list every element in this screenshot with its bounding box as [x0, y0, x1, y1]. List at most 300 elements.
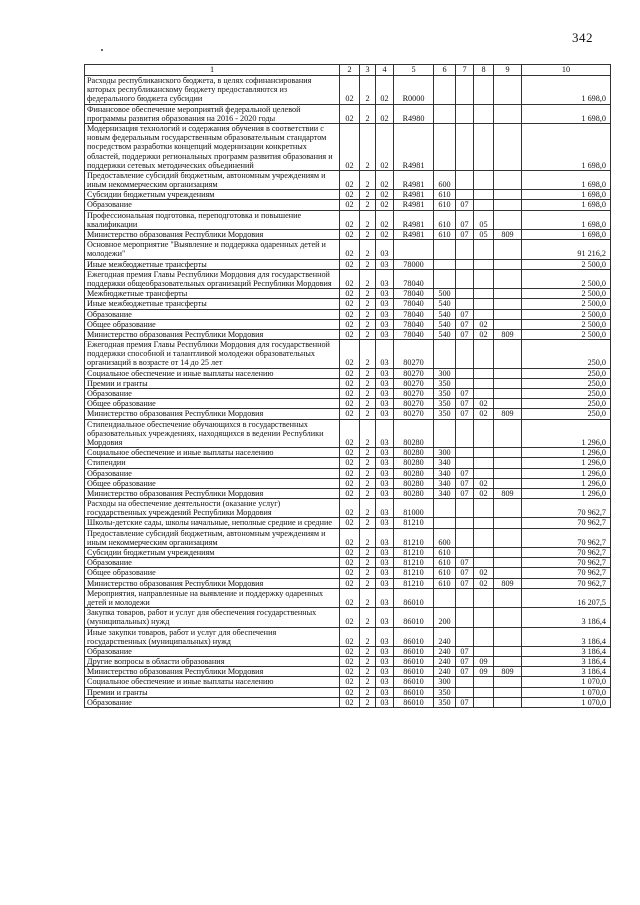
- code-measure-cell: 03: [376, 240, 394, 259]
- amount-cell: 3 186,4: [522, 646, 611, 656]
- code-ministry-cell: [494, 378, 522, 388]
- table-row: [85, 399, 611, 409]
- code-expense-type-cell: 340: [434, 458, 456, 468]
- code-expense-type-cell: 300: [434, 677, 456, 687]
- row-name-cell: Иные закупки товаров, работ и услуг для обеспечения государственных (муниципальных) нужд: [85, 627, 340, 646]
- code-program-cell: 02: [340, 458, 360, 468]
- code-subsection-cell: [474, 200, 494, 210]
- code-ministry-cell: [494, 399, 522, 409]
- code-subprogram-cell: 2: [360, 687, 376, 697]
- column-header: 5: [394, 65, 434, 76]
- code-subsection-cell: 09: [474, 667, 494, 677]
- code-measure-cell: 03: [376, 548, 394, 558]
- code-ministry-cell: [494, 368, 522, 378]
- code-direction-cell: 80280: [394, 419, 434, 448]
- code-expense-type-cell: [434, 269, 456, 288]
- row-name-cell: Стипендии: [85, 458, 340, 468]
- code-ministry-cell: [494, 340, 522, 369]
- code-subsection-cell: 05: [474, 230, 494, 240]
- table-row: [85, 578, 611, 588]
- code-expense-type-cell: [434, 76, 456, 105]
- code-section-cell: [456, 608, 474, 627]
- code-direction-cell: R4981: [394, 210, 434, 229]
- column-header: 4: [376, 65, 394, 76]
- code-measure-cell: 03: [376, 289, 394, 299]
- code-section-cell: [456, 687, 474, 697]
- code-subprogram-cell: 2: [360, 667, 376, 677]
- code-expense-type-cell: 300: [434, 448, 456, 458]
- code-subprogram-cell: 2: [360, 340, 376, 369]
- code-expense-type-cell: 610: [434, 558, 456, 568]
- code-direction-cell: 78040: [394, 309, 434, 319]
- code-ministry-cell: [494, 627, 522, 646]
- column-header: 10: [522, 65, 611, 76]
- table-row: [85, 299, 611, 309]
- code-measure-cell: 03: [376, 419, 394, 448]
- code-subprogram-cell: 2: [360, 319, 376, 329]
- code-subprogram-cell: 2: [360, 269, 376, 288]
- code-expense-type-cell: 600: [434, 170, 456, 189]
- column-header: 6: [434, 65, 456, 76]
- table-row: [85, 389, 611, 399]
- code-expense-type-cell: 540: [434, 309, 456, 319]
- code-measure-cell: 03: [376, 299, 394, 309]
- code-program-cell: 02: [340, 578, 360, 588]
- code-section-cell: [456, 123, 474, 170]
- code-program-cell: 02: [340, 123, 360, 170]
- code-subprogram-cell: 2: [360, 608, 376, 627]
- code-subsection-cell: [474, 558, 494, 568]
- table-row: [85, 608, 611, 627]
- code-direction-cell: 80270: [394, 340, 434, 369]
- code-expense-type-cell: 540: [434, 329, 456, 339]
- code-subsection-cell: [474, 646, 494, 656]
- code-subprogram-cell: 2: [360, 499, 376, 518]
- code-section-cell: [456, 340, 474, 369]
- code-subprogram-cell: 2: [360, 123, 376, 170]
- row-name-cell: Субсидии бюджетным учреждениям: [85, 548, 340, 558]
- code-program-cell: 02: [340, 319, 360, 329]
- row-name-cell: Образование: [85, 309, 340, 319]
- amount-cell: 3 186,4: [522, 627, 611, 646]
- amount-cell: 91 216,2: [522, 240, 611, 259]
- code-section-cell: [456, 419, 474, 448]
- code-measure-cell: 03: [376, 488, 394, 498]
- amount-cell: 70 962,7: [522, 558, 611, 568]
- code-subprogram-cell: 2: [360, 578, 376, 588]
- code-subsection-cell: [474, 458, 494, 468]
- code-program-cell: 02: [340, 289, 360, 299]
- code-program-cell: 02: [340, 558, 360, 568]
- code-ministry-cell: [494, 588, 522, 607]
- amount-cell: 70 962,7: [522, 528, 611, 547]
- code-measure-cell: 03: [376, 588, 394, 607]
- table-row: [85, 488, 611, 498]
- code-ministry-cell: [494, 210, 522, 229]
- code-subsection-cell: 02: [474, 488, 494, 498]
- amount-cell: 1 070,0: [522, 677, 611, 687]
- code-ministry-cell: [494, 123, 522, 170]
- code-program-cell: 02: [340, 646, 360, 656]
- code-subsection-cell: [474, 76, 494, 105]
- code-subprogram-cell: 2: [360, 468, 376, 478]
- amount-cell: 1 070,0: [522, 697, 611, 707]
- scan-mark: [101, 49, 103, 51]
- code-subprogram-cell: 2: [360, 558, 376, 568]
- code-program-cell: 02: [340, 627, 360, 646]
- code-expense-type-cell: 540: [434, 299, 456, 309]
- code-section-cell: 07: [456, 399, 474, 409]
- code-measure-cell: 03: [376, 448, 394, 458]
- table-row: [85, 319, 611, 329]
- code-direction-cell: 86010: [394, 646, 434, 656]
- code-program-cell: 02: [340, 230, 360, 240]
- code-measure-cell: 03: [376, 646, 394, 656]
- column-header: 8: [474, 65, 494, 76]
- code-program-cell: 02: [340, 399, 360, 409]
- code-section-cell: 07: [456, 200, 474, 210]
- code-program-cell: 02: [340, 269, 360, 288]
- table-row: [85, 468, 611, 478]
- row-name-cell: Расходы республиканского бюджета, в целях софинансирования которых республиканскому бюджету предоставляются из федерального бюджета субсидии: [85, 76, 340, 105]
- code-section-cell: [456, 499, 474, 518]
- code-direction-cell: 86010: [394, 697, 434, 707]
- code-subprogram-cell: 2: [360, 409, 376, 419]
- code-subsection-cell: [474, 309, 494, 319]
- code-section-cell: [456, 458, 474, 468]
- code-subprogram-cell: 2: [360, 259, 376, 269]
- code-ministry-cell: [494, 170, 522, 189]
- code-ministry-cell: 809: [494, 578, 522, 588]
- table-row: [85, 677, 611, 687]
- code-subsection-cell: [474, 378, 494, 388]
- code-program-cell: 02: [340, 76, 360, 105]
- code-ministry-cell: [494, 240, 522, 259]
- code-subprogram-cell: 2: [360, 568, 376, 578]
- code-program-cell: 02: [340, 448, 360, 458]
- code-section-cell: [456, 269, 474, 288]
- column-header: 1: [85, 65, 340, 76]
- code-subprogram-cell: 2: [360, 170, 376, 189]
- code-expense-type-cell: 340: [434, 478, 456, 488]
- code-section-cell: [456, 627, 474, 646]
- row-name-cell: Общее образование: [85, 399, 340, 409]
- code-ministry-cell: 809: [494, 488, 522, 498]
- amount-cell: 1 698,0: [522, 104, 611, 123]
- amount-cell: 250,0: [522, 389, 611, 399]
- code-subsection-cell: [474, 687, 494, 697]
- row-name-cell: Общее образование: [85, 568, 340, 578]
- code-direction-cell: 80270: [394, 378, 434, 388]
- table-row: [85, 76, 611, 105]
- row-name-cell: Премии и гранты: [85, 378, 340, 388]
- code-subsection-cell: [474, 259, 494, 269]
- code-program-cell: 02: [340, 259, 360, 269]
- code-subsection-cell: [474, 448, 494, 458]
- code-expense-type-cell: 540: [434, 319, 456, 329]
- code-direction-cell: 81000: [394, 499, 434, 518]
- code-expense-type-cell: [434, 419, 456, 448]
- code-subprogram-cell: 2: [360, 399, 376, 409]
- amount-cell: 2 500,0: [522, 309, 611, 319]
- code-direction-cell: 86010: [394, 657, 434, 667]
- code-direction-cell: 86010: [394, 588, 434, 607]
- code-measure-cell: 03: [376, 329, 394, 339]
- row-name-cell: Министерство образования Республики Мордовия: [85, 488, 340, 498]
- table-row: [85, 259, 611, 269]
- code-ministry-cell: [494, 259, 522, 269]
- code-ministry-cell: [494, 687, 522, 697]
- code-expense-type-cell: 240: [434, 627, 456, 646]
- amount-cell: 1 070,0: [522, 687, 611, 697]
- code-subprogram-cell: 2: [360, 210, 376, 229]
- code-program-cell: 02: [340, 378, 360, 388]
- code-expense-type-cell: 610: [434, 548, 456, 558]
- code-subsection-cell: [474, 240, 494, 259]
- code-subprogram-cell: 2: [360, 627, 376, 646]
- table-row: [85, 289, 611, 299]
- page-number: 342: [572, 30, 593, 45]
- amount-cell: 2 500,0: [522, 299, 611, 309]
- code-subsection-cell: [474, 104, 494, 123]
- code-program-cell: 02: [340, 419, 360, 448]
- amount-cell: 1 698,0: [522, 76, 611, 105]
- code-direction-cell: 81210: [394, 548, 434, 558]
- amount-cell: 3 186,4: [522, 657, 611, 667]
- code-section-cell: 07: [456, 210, 474, 229]
- table-row: [85, 409, 611, 419]
- code-expense-type-cell: 350: [434, 409, 456, 419]
- code-expense-type-cell: 340: [434, 488, 456, 498]
- table-row: [85, 210, 611, 229]
- amount-cell: 3 186,4: [522, 608, 611, 627]
- code-direction-cell: 81210: [394, 578, 434, 588]
- code-section-cell: 07: [456, 478, 474, 488]
- code-subprogram-cell: 2: [360, 677, 376, 687]
- code-subprogram-cell: 2: [360, 230, 376, 240]
- row-name-cell: Предоставление субсидий бюджетным, автономным учреждениям и иным некоммерческим организациям: [85, 528, 340, 547]
- row-name-cell: Закупка товаров, работ и услуг для обеспечения государственных (муниципальных) нужд: [85, 608, 340, 627]
- row-name-cell: Социальное обеспечение и иные выплаты населению: [85, 677, 340, 687]
- row-name-cell: Общее образование: [85, 319, 340, 329]
- amount-cell: 70 962,7: [522, 518, 611, 528]
- table-row: [85, 378, 611, 388]
- amount-cell: 1 698,0: [522, 210, 611, 229]
- code-section-cell: 07: [456, 568, 474, 578]
- row-name-cell: Образование: [85, 389, 340, 399]
- code-direction-cell: [394, 240, 434, 259]
- code-measure-cell: 02: [376, 104, 394, 123]
- code-measure-cell: 03: [376, 309, 394, 319]
- code-expense-type-cell: 610: [434, 200, 456, 210]
- table-row: [85, 548, 611, 558]
- code-subprogram-cell: 2: [360, 588, 376, 607]
- code-program-cell: 02: [340, 488, 360, 498]
- code-subprogram-cell: 2: [360, 299, 376, 309]
- code-measure-cell: 03: [376, 499, 394, 518]
- table-row: [85, 528, 611, 547]
- code-measure-cell: 03: [376, 340, 394, 369]
- code-subsection-cell: [474, 468, 494, 478]
- code-program-cell: 02: [340, 340, 360, 369]
- code-section-cell: [456, 190, 474, 200]
- table-row: [85, 448, 611, 458]
- table-row: [85, 104, 611, 123]
- code-section-cell: 07: [456, 230, 474, 240]
- code-subprogram-cell: 2: [360, 458, 376, 468]
- row-name-cell: Министерство образования Республики Мордовия: [85, 409, 340, 419]
- code-expense-type-cell: 240: [434, 646, 456, 656]
- code-ministry-cell: [494, 478, 522, 488]
- code-expense-type-cell: [434, 240, 456, 259]
- code-ministry-cell: [494, 104, 522, 123]
- code-direction-cell: 86010: [394, 667, 434, 677]
- table-row: [85, 340, 611, 369]
- code-expense-type-cell: 350: [434, 697, 456, 707]
- code-direction-cell: 78040: [394, 269, 434, 288]
- code-direction-cell: R4981: [394, 123, 434, 170]
- code-direction-cell: 80280: [394, 478, 434, 488]
- code-subsection-cell: [474, 548, 494, 558]
- code-section-cell: 07: [456, 667, 474, 677]
- code-subsection-cell: 02: [474, 409, 494, 419]
- row-name-cell: Образование: [85, 646, 340, 656]
- budget-table: [84, 64, 611, 708]
- code-program-cell: 02: [340, 568, 360, 578]
- amount-cell: 250,0: [522, 378, 611, 388]
- code-measure-cell: 03: [376, 269, 394, 288]
- code-expense-type-cell: 610: [434, 190, 456, 200]
- code-program-cell: 02: [340, 299, 360, 309]
- code-measure-cell: 03: [376, 478, 394, 488]
- code-subsection-cell: [474, 123, 494, 170]
- table-row: [85, 588, 611, 607]
- code-direction-cell: 86010: [394, 687, 434, 697]
- code-subprogram-cell: 2: [360, 289, 376, 299]
- code-ministry-cell: [494, 657, 522, 667]
- code-program-cell: 02: [340, 667, 360, 677]
- amount-cell: 70 962,7: [522, 548, 611, 558]
- code-section-cell: 07: [456, 646, 474, 656]
- code-direction-cell: 80270: [394, 409, 434, 419]
- code-direction-cell: 78040: [394, 329, 434, 339]
- code-direction-cell: 81210: [394, 528, 434, 547]
- amount-cell: 70 962,7: [522, 499, 611, 518]
- amount-cell: 250,0: [522, 409, 611, 419]
- row-name-cell: Ежегодная премия Главы Республики Мордовия для государственной поддержки общеобразовательных организаций Республики Мордовия: [85, 269, 340, 288]
- amount-cell: 1 296,0: [522, 448, 611, 458]
- code-measure-cell: 03: [376, 458, 394, 468]
- code-measure-cell: 03: [376, 518, 394, 528]
- code-section-cell: [456, 528, 474, 547]
- code-expense-type-cell: 610: [434, 568, 456, 578]
- amount-cell: 2 500,0: [522, 259, 611, 269]
- code-subsection-cell: [474, 368, 494, 378]
- code-expense-type-cell: 610: [434, 210, 456, 229]
- table-header-row: [85, 65, 611, 76]
- code-measure-cell: 03: [376, 378, 394, 388]
- code-subprogram-cell: 2: [360, 488, 376, 498]
- code-ministry-cell: [494, 528, 522, 547]
- code-subprogram-cell: 2: [360, 104, 376, 123]
- code-measure-cell: 03: [376, 627, 394, 646]
- code-expense-type-cell: 350: [434, 378, 456, 388]
- code-measure-cell: 02: [376, 230, 394, 240]
- code-subsection-cell: [474, 518, 494, 528]
- code-direction-cell: 80270: [394, 368, 434, 378]
- code-subprogram-cell: 2: [360, 518, 376, 528]
- code-expense-type-cell: 240: [434, 657, 456, 667]
- code-measure-cell: 03: [376, 259, 394, 269]
- code-measure-cell: 03: [376, 578, 394, 588]
- code-direction-cell: 81210: [394, 568, 434, 578]
- code-section-cell: 07: [456, 309, 474, 319]
- table-row: [85, 478, 611, 488]
- table-row: [85, 200, 611, 210]
- row-name-cell: Министерство образования Республики Мордовия: [85, 230, 340, 240]
- code-program-cell: 02: [340, 389, 360, 399]
- code-section-cell: [456, 518, 474, 528]
- amount-cell: 2 500,0: [522, 289, 611, 299]
- code-ministry-cell: [494, 309, 522, 319]
- table-row: [85, 329, 611, 339]
- table-row: [85, 230, 611, 240]
- row-name-cell: Общее образование: [85, 478, 340, 488]
- code-subsection-cell: 02: [474, 568, 494, 578]
- code-subsection-cell: 09: [474, 657, 494, 667]
- code-ministry-cell: [494, 499, 522, 518]
- code-direction-cell: 78040: [394, 299, 434, 309]
- row-name-cell: Образование: [85, 697, 340, 707]
- code-program-cell: 02: [340, 687, 360, 697]
- table-row: [85, 240, 611, 259]
- code-direction-cell: 80270: [394, 399, 434, 409]
- code-direction-cell: 80270: [394, 389, 434, 399]
- table-row: [85, 687, 611, 697]
- code-ministry-cell: [494, 677, 522, 687]
- code-measure-cell: 03: [376, 389, 394, 399]
- code-ministry-cell: 809: [494, 409, 522, 419]
- code-section-cell: 07: [456, 329, 474, 339]
- code-section-cell: 07: [456, 389, 474, 399]
- code-ministry-cell: [494, 548, 522, 558]
- column-header: 2: [340, 65, 360, 76]
- code-program-cell: 02: [340, 548, 360, 558]
- code-direction-cell: 81210: [394, 558, 434, 568]
- row-name-cell: Предоставление субсидий бюджетным, автономным учреждениям и иным некоммерческим организациям: [85, 170, 340, 189]
- code-direction-cell: 86010: [394, 627, 434, 646]
- code-expense-type-cell: 500: [434, 289, 456, 299]
- row-name-cell: Межбюджетные трансферты: [85, 289, 340, 299]
- code-section-cell: 07: [456, 558, 474, 568]
- code-direction-cell: R4981: [394, 170, 434, 189]
- code-program-cell: 02: [340, 368, 360, 378]
- amount-cell: 2 500,0: [522, 319, 611, 329]
- code-section-cell: [456, 368, 474, 378]
- amount-cell: 1 698,0: [522, 170, 611, 189]
- code-expense-type-cell: 200: [434, 608, 456, 627]
- code-section-cell: [456, 378, 474, 388]
- code-expense-type-cell: 350: [434, 389, 456, 399]
- table-row: [85, 518, 611, 528]
- amount-cell: 16 207,5: [522, 588, 611, 607]
- code-direction-cell: 86010: [394, 677, 434, 687]
- amount-cell: 1 698,0: [522, 123, 611, 170]
- code-ministry-cell: [494, 299, 522, 309]
- table-row: [85, 458, 611, 468]
- code-program-cell: 02: [340, 190, 360, 200]
- row-name-cell: Социальное обеспечение и иные выплаты населению: [85, 368, 340, 378]
